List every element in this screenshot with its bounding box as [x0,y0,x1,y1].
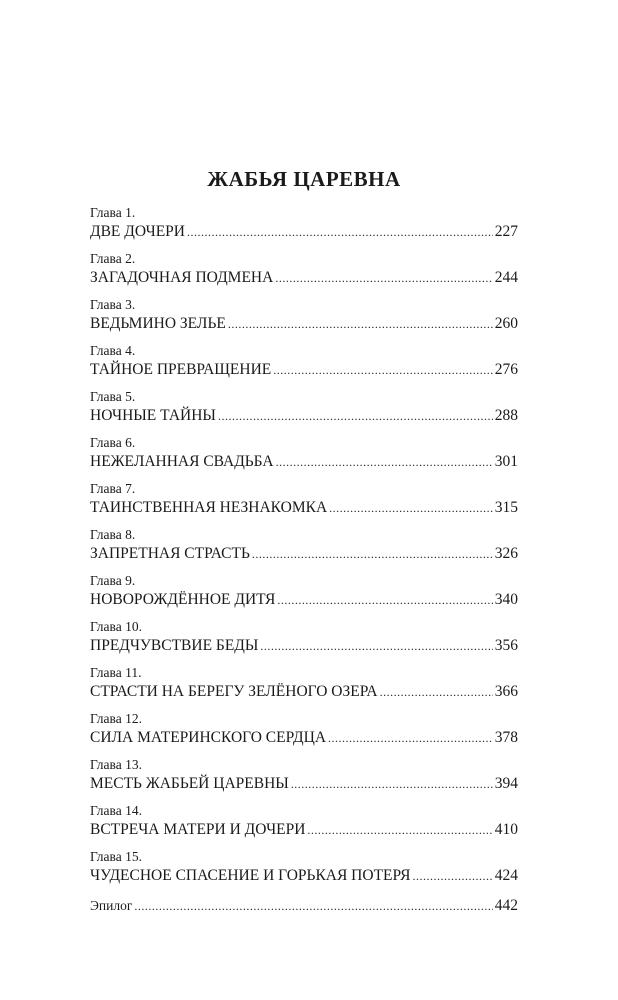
toc-line[interactable] [90,773,518,795]
chapter-label: Глава 4. [90,343,136,358]
toc-entry [90,205,518,243]
toc-line[interactable] [90,359,518,381]
dot-leader [218,405,493,427]
dot-leader [273,359,493,381]
toc-line[interactable] [90,543,518,565]
page-number: 326 [494,545,518,562]
dot-leader [276,451,493,473]
dot-leader [380,681,493,703]
toc-list [90,205,518,917]
page-number: 394 [494,775,518,792]
page-number: 288 [494,407,518,424]
toc-entry [90,297,518,335]
dot-leader [134,895,492,917]
toc-page [90,164,518,925]
page-number: 227 [494,223,518,240]
chapter-title: ТАЙНОЕ ПРЕВРАЩЕНИЕ [90,361,272,378]
toc-line[interactable] [90,497,518,519]
chapter-title: ТАИНСТВЕННАЯ НЕЗНАКОМКА [90,499,328,516]
page-number: 340 [494,591,518,608]
chapter-label: Глава 5. [90,389,136,404]
chapter-title: ЗАПРЕТНАЯ СТРАСТЬ [90,545,250,562]
toc-entry [90,481,518,519]
chapter-label: Глава 3. [90,297,136,312]
toc-line[interactable] [90,635,518,657]
toc-entry [90,619,518,657]
page-number: 366 [494,683,518,700]
dot-leader [187,221,493,243]
page-number: 410 [494,821,518,838]
toc-entry [90,389,518,427]
toc-entry [90,573,518,611]
toc-line[interactable] [90,451,518,473]
chapter-title: ВСТРЕЧА МАТЕРИ И ДОЧЕРИ [90,821,306,838]
page-number: 424 [494,867,518,884]
chapter-title: СТРАСТИ НА БЕРЕГУ ЗЕЛЁНОГО ОЗЕРА [90,683,378,700]
page-number: 356 [494,637,518,654]
toc-line[interactable] [90,865,518,887]
page-number: 442 [494,897,518,914]
chapter-title: ЗАГАДОЧНАЯ ПОДМЕНА [90,269,274,286]
page-number: 276 [494,361,518,378]
dot-leader [252,543,493,565]
toc-line[interactable] [90,313,518,335]
chapter-title: ПРЕДЧУВСТВИЕ БЕДЫ [90,637,259,654]
toc-line[interactable] [90,727,518,749]
toc-entry [90,251,518,289]
toc-entry [90,711,518,749]
dot-leader [328,727,493,749]
chapter-label: Глава 2. [90,251,136,266]
dot-leader [329,497,493,519]
toc-line[interactable] [90,405,518,427]
dot-leader [228,313,493,335]
toc-entry [90,849,518,887]
toc-entry-epilogue [90,895,518,917]
chapter-title: НОВОРОЖДЁННОЕ ДИТЯ [90,591,276,608]
chapter-title: ЧУДЕСНОЕ СПАСЕНИЕ И ГОРЬКАЯ ПОТЕРЯ [90,867,411,884]
chapter-label: Глава 11. [90,665,142,680]
toc-entry [90,757,518,795]
toc-entry [90,803,518,841]
toc-line-epilogue[interactable] [90,895,518,917]
toc-line[interactable] [90,819,518,841]
chapter-title: ДВЕ ДОЧЕРИ [90,223,185,240]
book-title: ЖАБЬЯ ЦАРЕВНА [207,167,401,191]
chapter-label: Глава 13. [90,757,142,772]
chapter-label: Глава 1. [90,205,136,220]
dot-leader [260,635,492,657]
chapter-label: Глава 10. [90,619,142,634]
chapter-label: Глава 7. [90,481,136,496]
chapter-label: Глава 14. [90,803,142,818]
toc-entry [90,665,518,703]
chapter-title: СИЛА МАТЕРИНСКОГО СЕРДЦА [90,729,327,746]
page-number: 315 [494,499,518,516]
chapter-title: НОЧНЫЕ ТАЙНЫ [90,407,216,424]
page-number: 244 [494,269,518,286]
page-number: 260 [494,315,518,332]
page-number: 301 [494,453,518,470]
toc-entry [90,435,518,473]
epilogue-title: Эпилог [90,898,133,913]
toc-line[interactable] [90,589,518,611]
page-number: 378 [494,729,518,746]
chapter-title: МЕСТЬ ЖАБЬЕЙ ЦАРЕВНЫ [90,775,289,792]
chapter-label: Глава 12. [90,711,142,726]
dot-leader [413,865,493,887]
dot-leader [307,819,492,841]
toc-line[interactable] [90,221,518,243]
dot-leader [275,267,492,289]
chapter-label: Глава 15. [90,849,142,864]
chapter-title: НЕЖЕЛАННАЯ СВАДЬБА [90,453,274,470]
chapter-label: Глава 9. [90,573,136,588]
dot-leader [291,773,493,795]
chapter-label: Глава 8. [90,527,136,542]
toc-entry [90,527,518,565]
chapter-title: ВЕДЬМИНО ЗЕЛЬЕ [90,315,226,332]
dot-leader [277,589,492,611]
chapter-label: Глава 6. [90,435,136,450]
toc-line[interactable] [90,267,518,289]
toc-line[interactable] [90,681,518,703]
toc-entry [90,343,518,381]
